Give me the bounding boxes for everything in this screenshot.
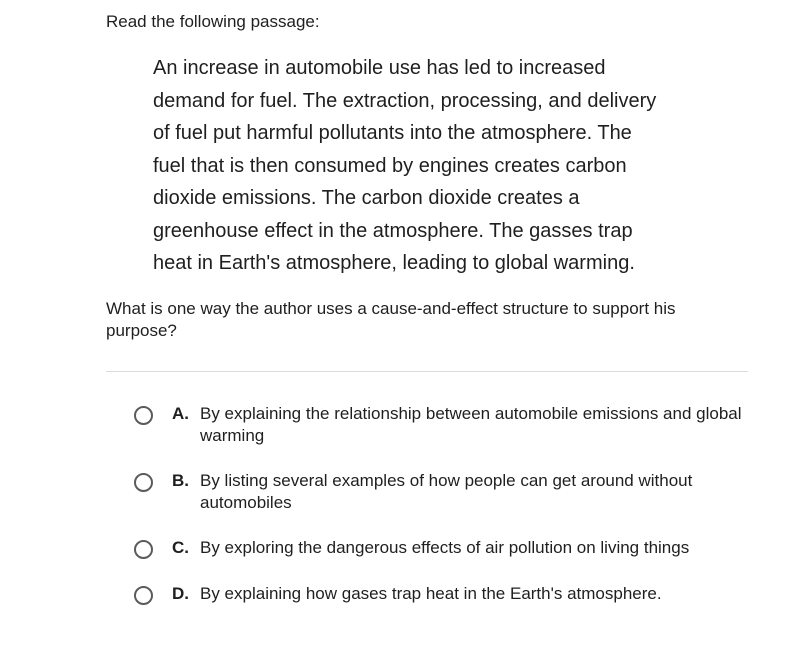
passage-line: dioxide emissions. The carbon dioxide creates a — [153, 187, 580, 209]
choice-d-text: By explaining how gases trap heat in the Earth's atmosphere. — [200, 584, 662, 603]
choice-a-radio[interactable] — [134, 406, 153, 425]
passage-line: demand for fuel. The extraction, processing, and delivery — [153, 89, 657, 112]
choice-b-radio[interactable] — [134, 473, 153, 492]
passage-prompt: Read the following passage: — [106, 12, 320, 31]
divider — [106, 371, 748, 372]
choice-b-text: By listing several examples of how people can get around without automobiles — [200, 471, 693, 512]
passage-line: An increase in automobile use has led to increased — [153, 57, 606, 79]
choice-c-text: By exploring the dangerous effects of air pollution on living things — [200, 538, 690, 557]
passage-line: heat in Earth's atmosphere, leading to global warming. — [153, 252, 635, 274]
choice-c-letter: C. — [172, 538, 189, 557]
reading-passage — [153, 52, 698, 280]
choice-d-letter: D. — [172, 584, 189, 603]
choice-b-letter: B. — [172, 471, 189, 490]
passage-line: of fuel put harmful pollutants into the atmosphere. The — [153, 122, 632, 144]
choice-d-radio[interactable] — [134, 586, 153, 605]
passage-line: fuel that is then consumed by engines creates carbon — [153, 154, 627, 177]
choice-a-letter: A. — [172, 404, 189, 423]
choice-c-radio[interactable] — [134, 540, 153, 559]
passage-line: greenhouse effect in the atmosphere. The gasses trap — [153, 219, 633, 242]
choice-a-text: By explaining the relationship between automobile emissions and global warming — [200, 404, 742, 445]
question-text: What is one way the author uses a cause-and-effect structure to support his purpose? — [106, 299, 676, 340]
